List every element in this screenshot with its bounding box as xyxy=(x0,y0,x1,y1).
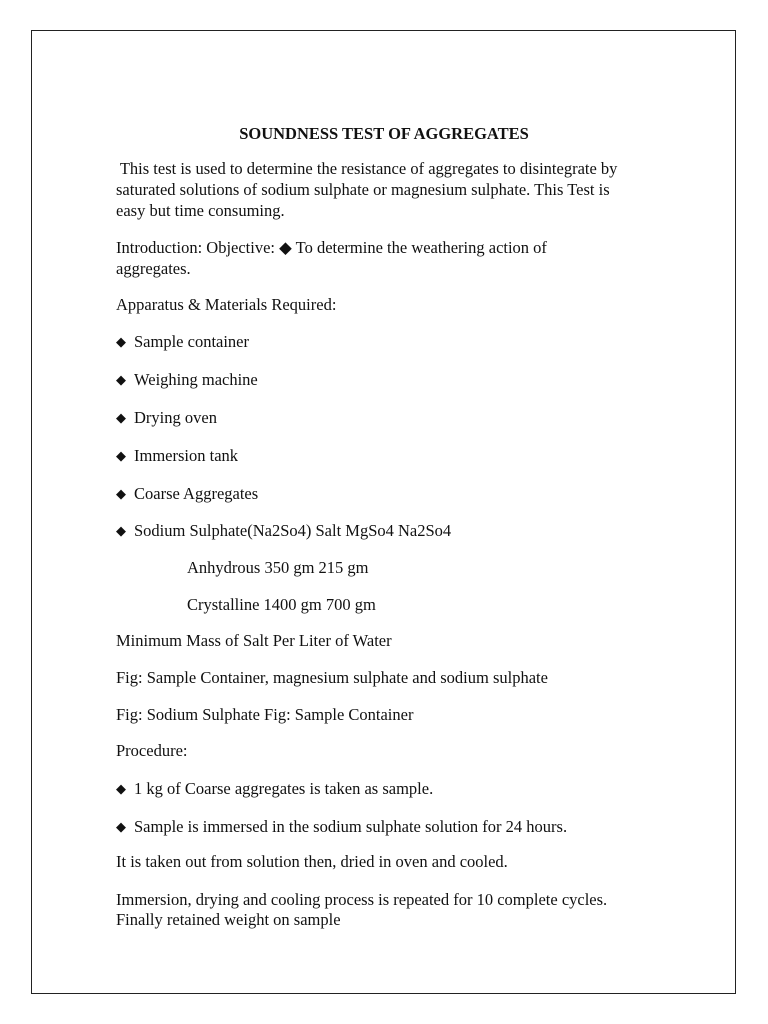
document-title: SOUNDNESS TEST OF AGGREGATES xyxy=(239,124,529,143)
diamond-bullet-icon: ◆ xyxy=(116,781,126,796)
diamond-bullet-icon: ◆ xyxy=(116,819,126,834)
apparatus-item xyxy=(116,369,258,390)
salt-row-anhydrous: Anhydrous 350 gm 215 gm xyxy=(187,558,369,577)
apparatus-item xyxy=(116,520,451,541)
objective-line-1: Introduction: Objective: ◆ To determine the weathering action of xyxy=(116,238,547,257)
apparatus-item-label: Sodium Sulphate(Na2So4) Salt MgSo4 Na2So4 xyxy=(134,521,452,540)
closing-line-2: Finally retained weight on sample xyxy=(116,910,341,929)
procedure-step-label: 1 kg of Coarse aggregates is taken as sample. xyxy=(134,779,434,798)
intro-line-3: easy but time consuming. xyxy=(116,201,285,220)
diamond-bullet-icon: ◆ xyxy=(116,448,126,463)
diamond-bullet-icon: ◆ xyxy=(116,372,126,387)
diamond-bullet-icon: ◆ xyxy=(116,523,126,538)
procedure-step xyxy=(116,778,433,799)
figure-caption-1: Fig: Sample Container, magnesium sulphate and sodium sulphate xyxy=(116,668,548,687)
diamond-bullet-icon: ◆ xyxy=(116,334,126,349)
diamond-bullet-icon: ◆ xyxy=(116,410,126,425)
procedure-step xyxy=(116,816,567,837)
objective-line-2: aggregates. xyxy=(116,259,191,278)
apparatus-item-label: Immersion tank xyxy=(134,446,239,465)
apparatus-item xyxy=(116,445,238,466)
salt-caption: Minimum Mass of Salt Per Liter of Water xyxy=(116,631,392,650)
salt-row-crystalline: Crystalline 1400 gm 700 gm xyxy=(187,595,376,614)
apparatus-item-label: Weighing machine xyxy=(134,370,258,389)
apparatus-item-label: Coarse Aggregates xyxy=(134,484,259,503)
intro-line-2: saturated solutions of sodium sulphate or magnesium sulphate. This Test is xyxy=(116,180,610,199)
figure-caption-2: Fig: Sodium Sulphate Fig: Sample Container xyxy=(116,705,414,724)
diamond-bullet-icon: ◆ xyxy=(116,486,126,501)
procedure-text: It is taken out from solution then, dried in oven and cooled. xyxy=(116,852,508,871)
apparatus-item xyxy=(116,483,258,504)
apparatus-item-label: Drying oven xyxy=(134,408,217,427)
intro-line-1: This test is used to determine the resistance of aggregates to disintegrate by xyxy=(116,159,618,178)
procedure-heading: Procedure: xyxy=(116,741,188,760)
apparatus-item xyxy=(116,331,249,352)
apparatus-item-label: Sample container xyxy=(134,332,250,351)
procedure-step-label: Sample is immersed in the sodium sulphate solution for 24 hours. xyxy=(134,817,568,836)
closing-line-1: Immersion, drying and cooling process is repeated for 10 complete cycles. xyxy=(116,890,608,909)
apparatus-heading: Apparatus & Materials Required: xyxy=(116,295,337,314)
apparatus-item xyxy=(116,407,217,428)
